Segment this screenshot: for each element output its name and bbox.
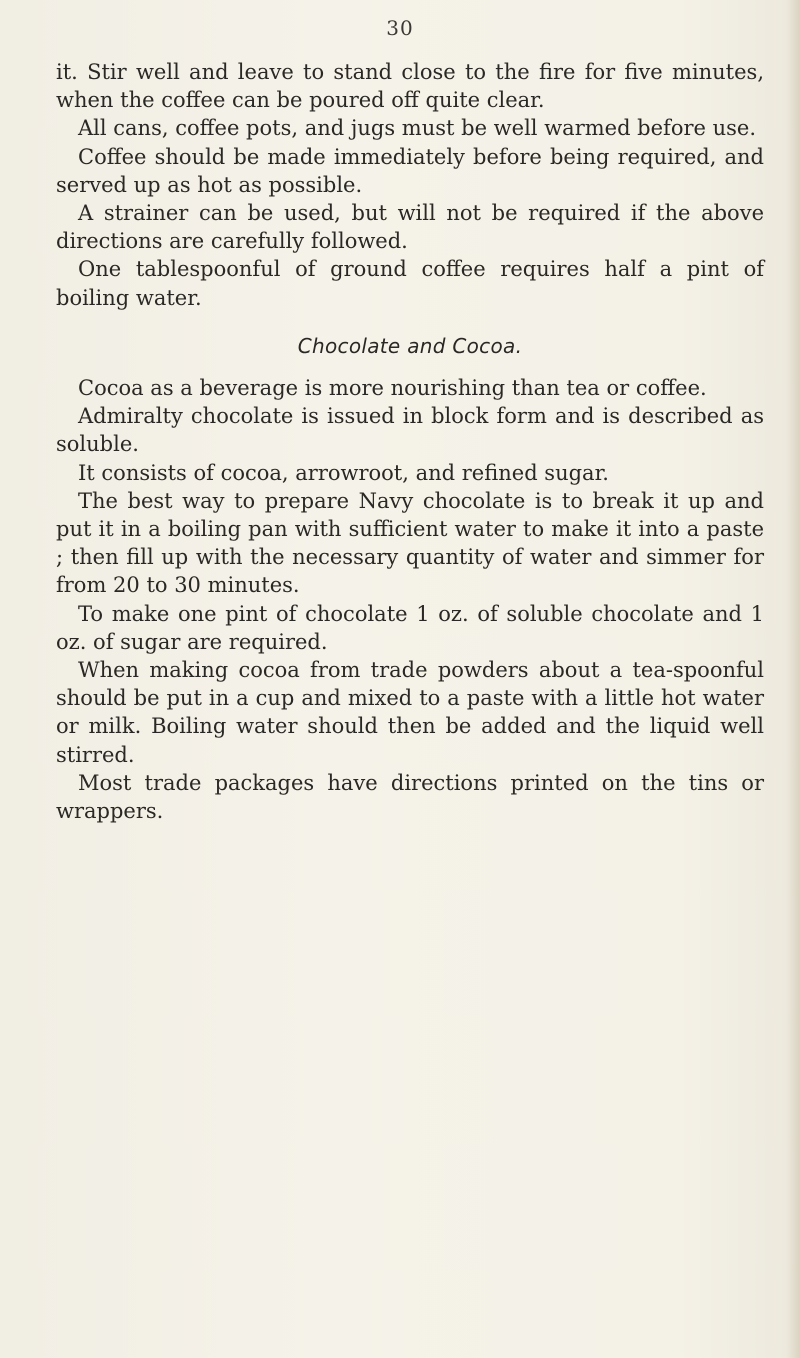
body-text [56, 58, 764, 825]
paragraph: One tablespoonful of ground coffee requires half a pint of boiling water. [56, 257, 764, 310]
paragraph: A strainer can be used, but will not be required if the above directions are carefully followed. [56, 201, 764, 254]
paragraph: To make one pint of chocolate 1 oz. of soluble chocolate and 1 oz. of sugar are required. [56, 601, 764, 654]
paragraph-continued: it. Stir well and leave to stand close to the fire for five minutes, when the coffee can be poured off quite clear. [56, 60, 764, 113]
paragraph: Coffee should be made immediately before being required, and served up as hot as possible. [56, 144, 764, 197]
paragraph: It consists of cocoa, arrowroot, and refined sugar. [78, 460, 609, 485]
paragraph: Admiralty chocolate is issued in block form and is described as soluble. [56, 404, 764, 457]
page-edge-shadow [786, 0, 800, 1358]
paragraph: All cans, coffee pots, and jugs must be well warmed before use. [78, 116, 757, 141]
paragraph: The best way to prepare Navy chocolate is to break it up and put it in a boiling pan with sufficient water to make it into a paste ; then fill up with the necessary quantity of water and simmer for from 20 to 30 minutes. [56, 488, 764, 598]
section-heading: Chocolate and Cocoa. [297, 333, 523, 358]
paragraph: Cocoa as a beverage is more nourishing than tea or coffee. [78, 376, 707, 401]
paragraph: Most trade packages have directions printed on the tins or wrappers. [56, 770, 764, 824]
page-number: 30 [386, 16, 414, 40]
paragraph: When making cocoa from trade powders about a tea-spoonful should be put in a cup and mixed to a paste with a little hot water or milk. Boiling water should then be added and the liquid well stirred. [56, 658, 764, 767]
